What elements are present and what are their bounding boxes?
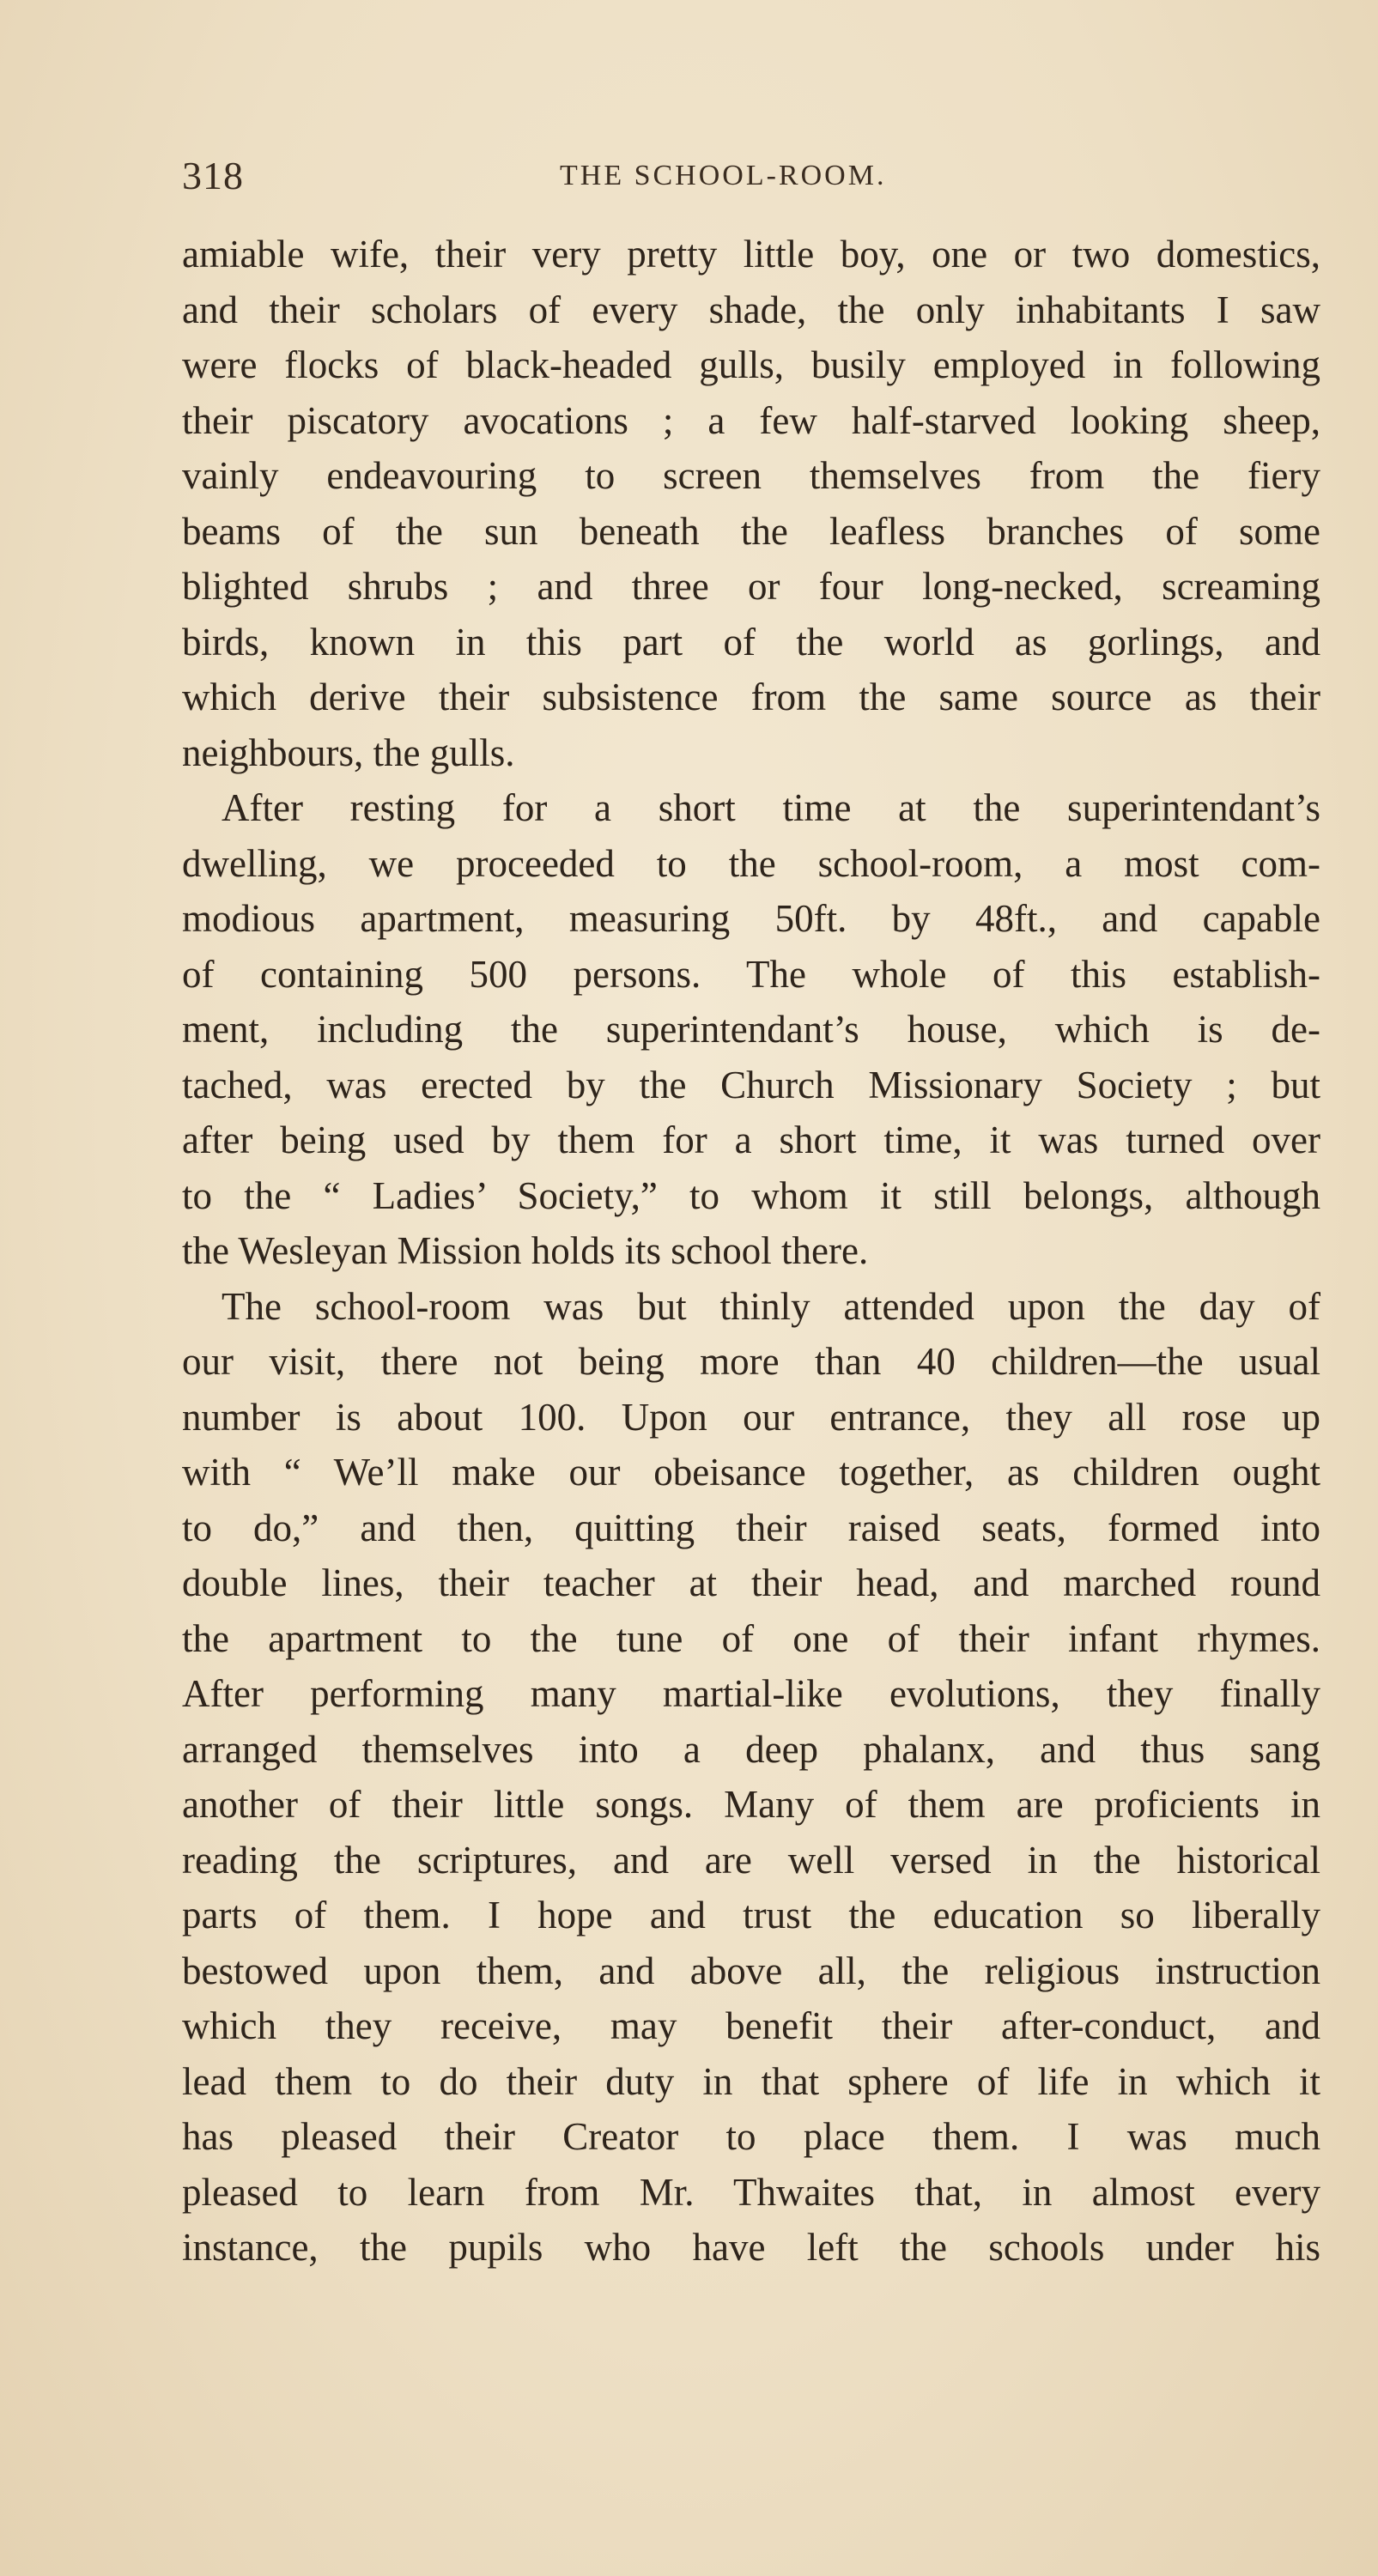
paragraph-start-line: After resting for a short time at the superintendant’s (222, 786, 1320, 829)
text-line: number is about 100. Upon our entrance, they all rose up (182, 1395, 1320, 1439)
text-line: After performing many martial-like evolutions, they finally (182, 1672, 1320, 1715)
body-text (182, 227, 1320, 2276)
text-line: amiable wife, their very pretty little boy, one or two domestics, (182, 233, 1320, 276)
text-line: and their scholars of every shade, the only inhabitants I saw (182, 288, 1320, 331)
text-line: the Wesleyan Mission holds its school there. (182, 1229, 869, 1272)
text-line: reading the scriptures, and are well versed in the historical (182, 1838, 1320, 1882)
text-line: has pleased their Creator to place them. I was much (182, 2115, 1320, 2158)
text-line: vainly endeavouring to screen themselves from the fiery (182, 454, 1320, 497)
text-line: lead them to do their duty in that sphere of life in which it (182, 2059, 1320, 2103)
text-line: neighbours, the gulls. (182, 730, 515, 774)
text-line: ment, including the superintendant’s house, which is de- (182, 1008, 1320, 1051)
text-line: arranged themselves into a deep phalanx, and thus sang (182, 1727, 1320, 1771)
text-line: tached, was erected by the Church Missionary Society ; but (182, 1063, 1320, 1106)
text-line: beams of the sun beneath the leafless branches of some (182, 509, 1320, 553)
text-line: were flocks of black-headed gulls, busily employed in following (182, 343, 1320, 386)
text-line: bestowed upon them, and above all, the religious instruction (182, 1949, 1320, 1992)
text-line: to do,” and then, quitting their raised seats, formed into (182, 1506, 1320, 1549)
text-line: instance, the pupils who have left the schools under his (182, 2226, 1320, 2269)
text-line: of containing 500 persons. The whole of this establish- (182, 952, 1320, 996)
text-line: to the “ Ladies’ Society,” to whom it still belongs, although (182, 1173, 1320, 1217)
text-line: pleased to learn from Mr. Thwaites that, in almost every (182, 2170, 1320, 2214)
text-line: another of their little songs. Many of them are proficients in (182, 1783, 1320, 1826)
text-line: double lines, their teacher at their head, and marched round (182, 1561, 1320, 1604)
text-line: our visit, there not being more than 40 children—the usual (182, 1340, 1320, 1383)
text-line: modious apartment, measuring 50ft. by 48ft., and capable (182, 897, 1320, 940)
text-line: which they receive, may benefit their after-conduct, and (182, 2004, 1320, 2047)
text-line: their piscatory avocations ; a few half-starved looking sheep, (182, 398, 1320, 442)
text-line: with “ We’ll make our obeisance together, as children ought (182, 1451, 1320, 1494)
text-line: birds, known in this part of the world as gorlings, and (182, 620, 1320, 664)
paragraph-start-line: The school-room was but thinly attended upon the day of (222, 1284, 1320, 1328)
page-number: 318 (182, 154, 244, 197)
running-head (182, 153, 1332, 196)
text-line: parts of them. I hope and trust the education so liberally (182, 1894, 1320, 1937)
running-title: THE SCHOOL-ROOM. (560, 160, 887, 191)
text-line: dwelling, we proceeded to the school-room, a most com- (182, 841, 1320, 885)
text-line: blighted shrubs ; and three or four long-necked, screaming (182, 565, 1320, 608)
text-line: which derive their subsistence from the same source as their (182, 676, 1320, 718)
text-line: the apartment to the tune of one of their infant rhymes. (182, 1616, 1320, 1660)
text-line: after being used by them for a short time, it was turned over (182, 1118, 1320, 1161)
